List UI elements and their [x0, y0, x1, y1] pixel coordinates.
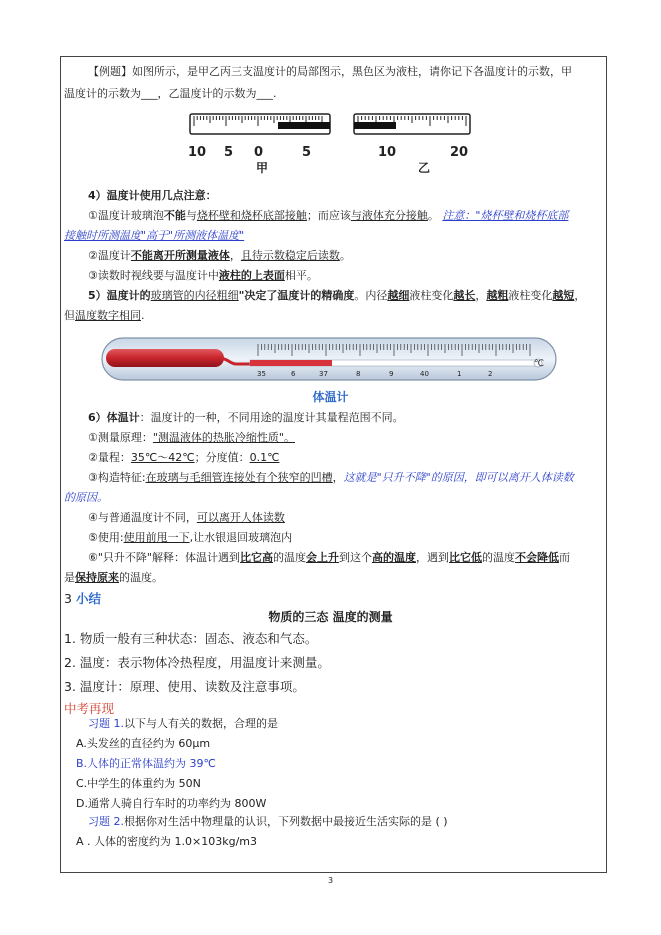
section-4-item-1-note: 接触时所测温度"高于"所测液体温度": [64, 229, 245, 242]
example-line-1: 【例题】如图所示，是甲乙丙三支温度计的局部图示，黑色区为液柱，请你记下各温度计的示数，甲: [88, 65, 572, 78]
exam-question-2: 习题 2.根据你对生活中物理量的认识，下列数据中最接近生活实际的是 ( ): [88, 815, 448, 828]
clinical-caption: 体温计: [312, 390, 349, 404]
clinical-label-1: 6: [291, 370, 296, 378]
thermometer-b-name: 乙: [418, 161, 431, 174]
section-4-item-2: ②温度计不能离开所测量液体，且待示数稳定后读数。: [88, 249, 351, 262]
thermometer-a-figure: [184, 108, 334, 174]
section-6-item-6-cont: 是保持原来的温度。: [64, 571, 163, 584]
clinical-label-0: 35: [257, 370, 266, 378]
thermometer-a-liquid: [278, 122, 330, 129]
clinical-bulb: [106, 349, 224, 367]
section-6-item-5: ⑤使用:使用前甩一下,让水银退回玻璃泡内: [88, 531, 293, 544]
section-6-item-1: ①测量原理："测温液体的热胀冷缩性质"。: [88, 431, 295, 444]
section-6-item-3-cont: 的原因。: [64, 491, 108, 504]
example-line-2: 温度计的示数为___，乙温度计的示数为___.: [64, 87, 277, 100]
section-4-item-3: ③读数时视线要与温度计中液柱的上表面相平。: [88, 269, 318, 282]
thermometer-a-label-2: 0: [254, 145, 264, 160]
section-6-item-6: ⑥"只升不降"解释：体温计遇到比它高的温度会上升到这个高的温度，遇到比它低的温度不会降低而: [88, 551, 570, 564]
exam-q1-option-b: B.人体的正常体温约为 39℃: [76, 757, 216, 770]
thermometer-a-name: 甲: [256, 161, 269, 174]
clinical-mercury: [250, 360, 332, 366]
clinical-label-3: 8: [356, 370, 361, 378]
section-4-item-1: ①温度计玻璃泡不能与烧杯壁和烧杯底部接触；而应该与液体充分接触。 注意："烧杯壁和烧杯底部: [88, 209, 569, 222]
thermometer-a-label-0: 10: [188, 145, 207, 160]
clinical-label-2: 37: [319, 370, 328, 378]
clinical-label-6: 1: [457, 370, 462, 378]
section-6-heading: 6）体温计：温度计的一种，不同用途的温度计其量程范围不同。: [88, 411, 404, 424]
section-4-heading: 4）温度计使用几点注意：: [88, 189, 217, 202]
thermometer-a-label-1: 5: [224, 145, 234, 160]
thermometer-b-figure: [350, 108, 474, 174]
exam-q2-option-a: A . 人体的密度约为 1.0×103kg/m3: [76, 835, 257, 848]
thermometer-b-label-1: 20: [450, 145, 469, 160]
clinical-unit: ℃: [534, 359, 545, 369]
page-number: 3: [327, 876, 334, 885]
summary-item-3: 3. 温度计：原理、使用、读数及注意事项。: [64, 679, 305, 694]
thermometer-b-label-0: 10: [378, 145, 397, 160]
exam-heading: 中考再现: [64, 701, 115, 716]
clinical-thermometer-figure: [100, 332, 560, 386]
clinical-label-7: 2: [488, 370, 493, 378]
exam-q1-option-c: C.中学生的体重约为 50N: [76, 777, 201, 790]
exam-question-1: 习题 1.以下与人有关的数据，合理的是: [88, 717, 278, 730]
summary-heading: 3 小结: [64, 591, 101, 606]
clinical-label-5: 40: [420, 370, 429, 378]
clinical-label-4: 9: [389, 370, 394, 378]
section-5-line-1: 5）温度计的玻璃管的内径粗细"决定了温度计的精确度。内径越细液柱变化越长，越粗液柱变化越短，: [88, 289, 586, 302]
section-5-line-2: 但温度数字相同.: [64, 309, 145, 322]
section-6-item-4: ④与普通温度计不同，可以离开人体读数: [88, 511, 285, 524]
summary-item-2: 2. 温度：表示物体冷热程度，用温度计来测量。: [64, 655, 330, 670]
exam-q1-option-a: A.头发丝的直径约为 60μm: [76, 737, 211, 750]
thermometer-a-label-3: 5: [302, 145, 312, 160]
exam-q1-option-d: D.通常人骑自行车时的功率约为 800W: [76, 797, 267, 810]
summary-title: 物质的三态 温度的测量: [268, 610, 393, 624]
section-6-item-2: ②量程：35℃～42℃；分度值：0.1℃: [88, 451, 280, 464]
section-6-item-3: ③构造特征:在玻璃与毛细管连接处有个狭窄的凹槽，这就是"只升不降"的原因，即可以离开人体读数: [88, 471, 574, 484]
summary-item-1: 1. 物质一般有三种状态：固态、液态和气态。: [64, 631, 318, 646]
thermometer-b-liquid: [354, 122, 396, 129]
